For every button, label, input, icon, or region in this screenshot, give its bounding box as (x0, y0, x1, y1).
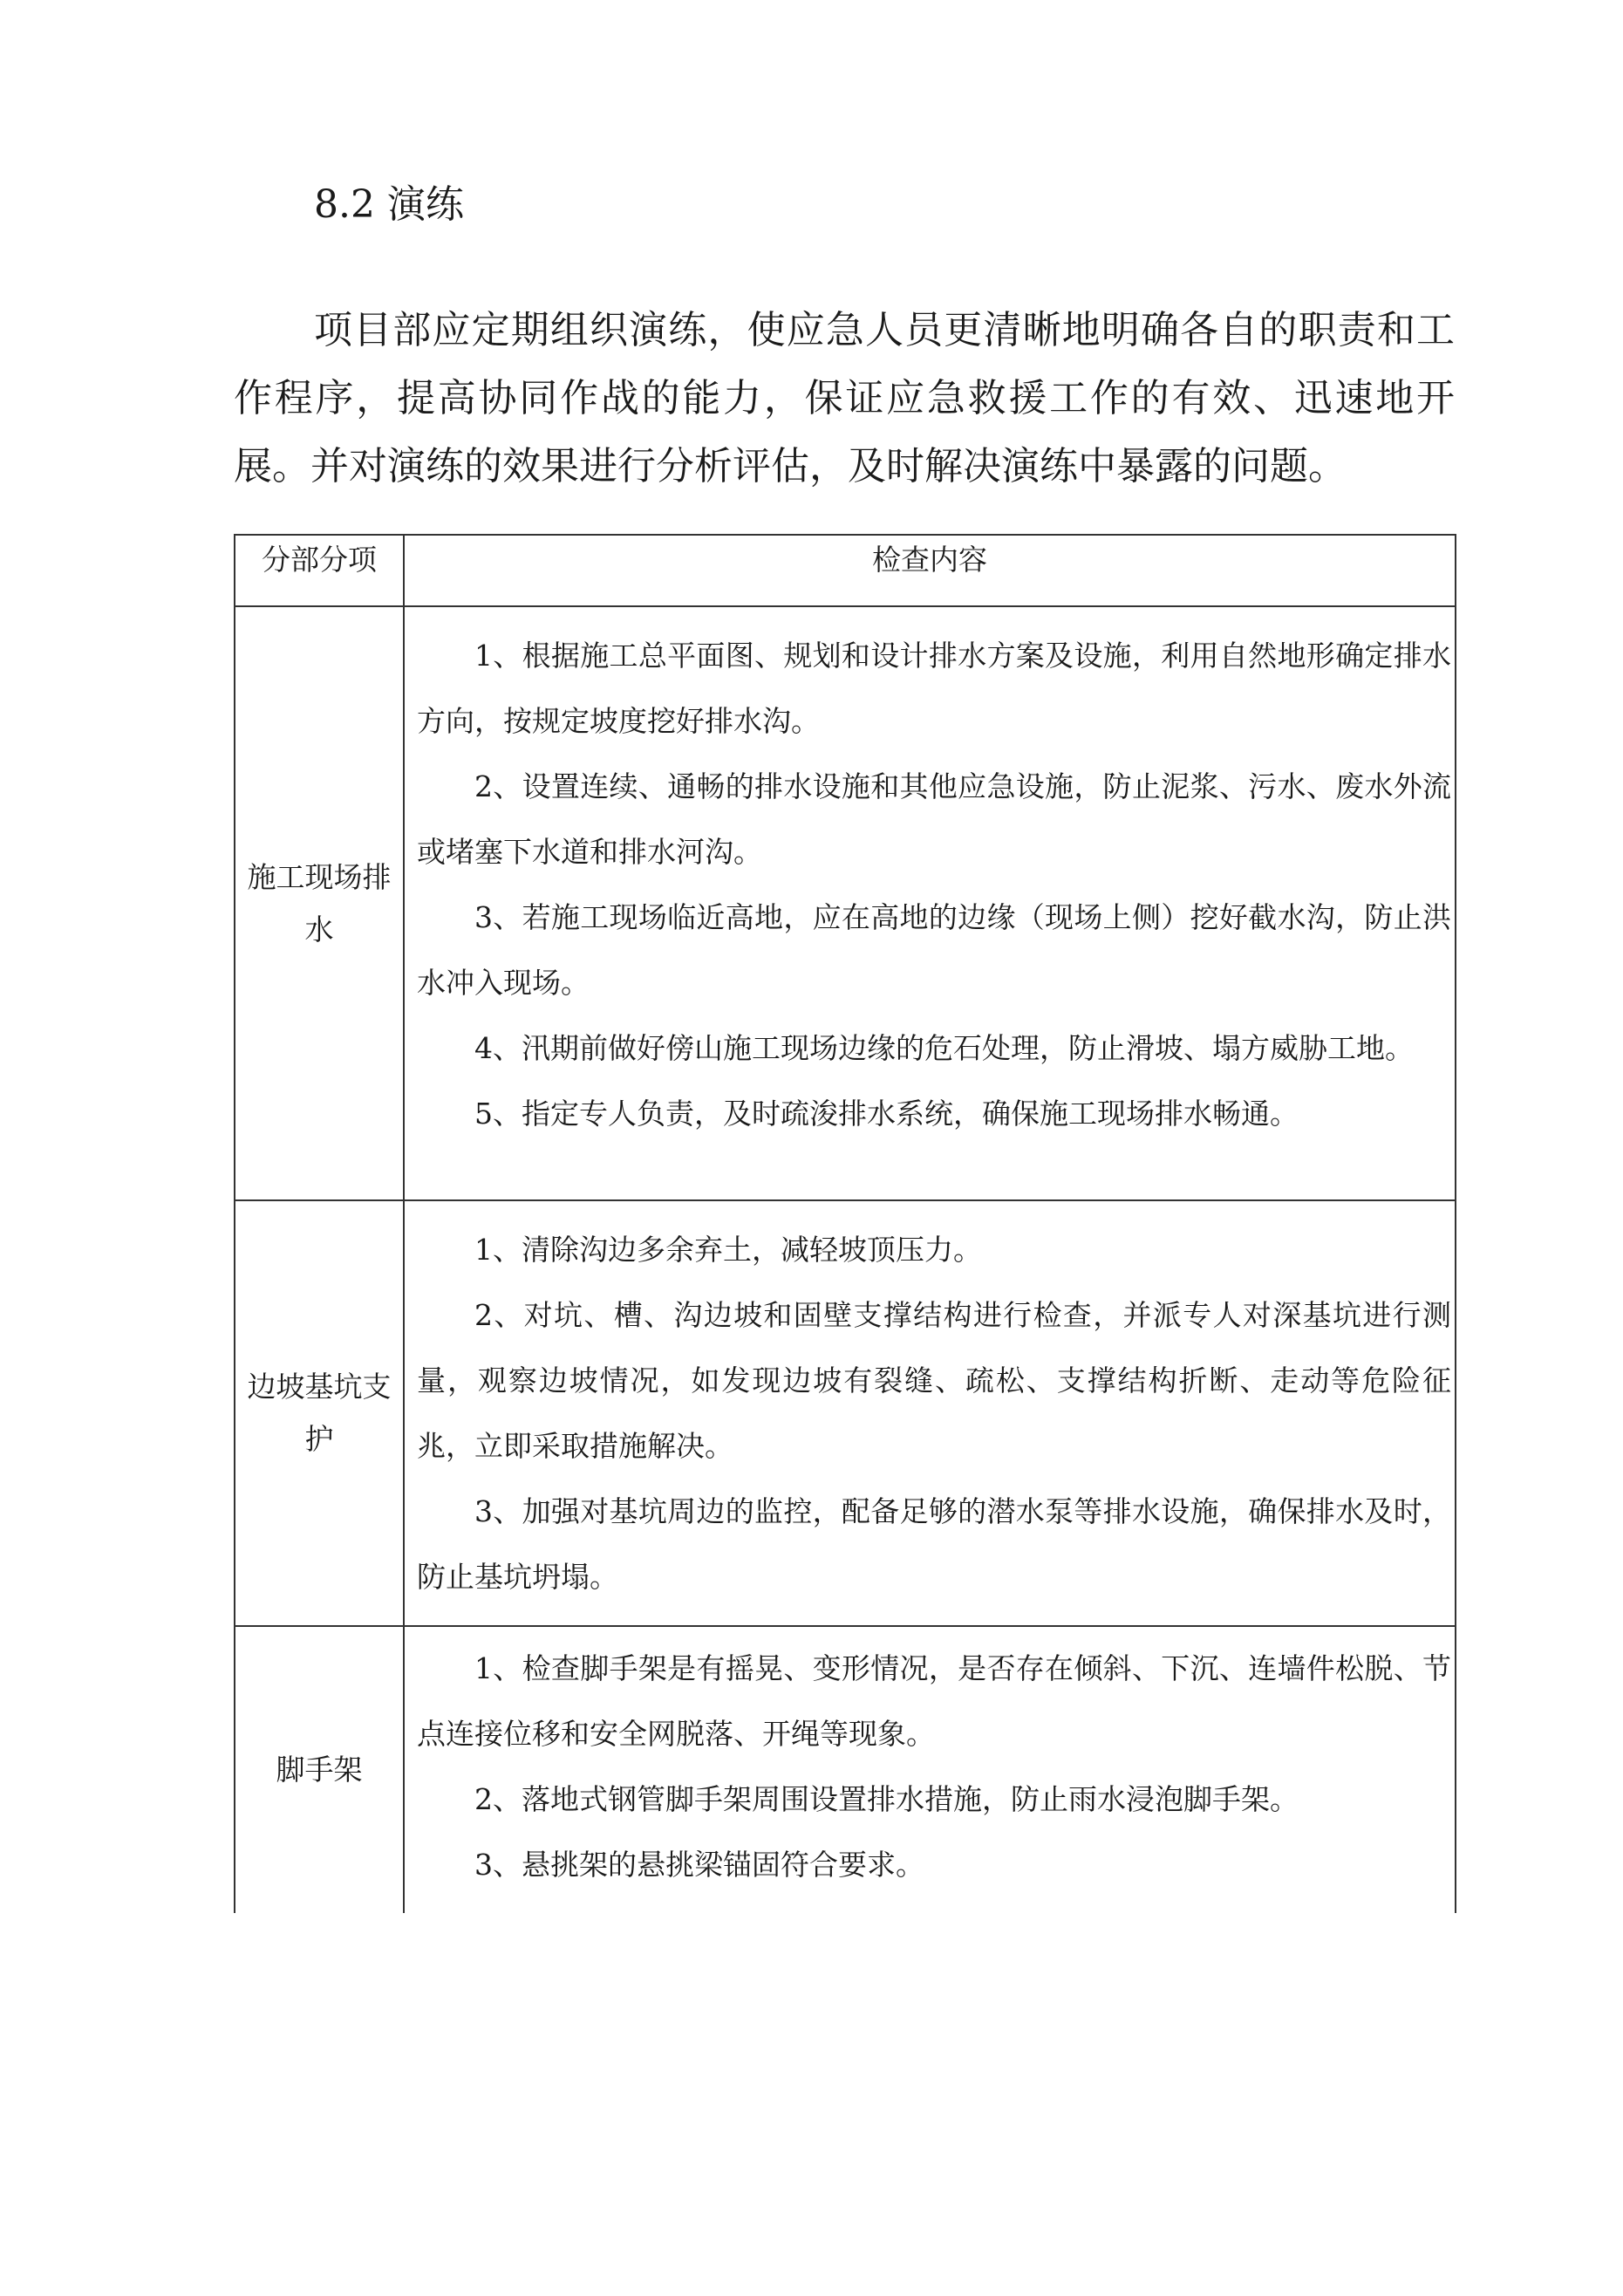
table-row (235, 606, 1456, 1200)
table-row (235, 1200, 1456, 1626)
category-cell: 施工现场排水 (235, 606, 404, 1200)
intro-paragraph: 项目部应定期组织演练，使应急人员更清晰地明确各自的职责和工作程序，提高协同作战的能力，保证应急救援工作的有效、迅速地开展。并对演练的效果进行分析评估，及时解决演练中暴露的问题。 (234, 308, 1455, 489)
header-content: 检查内容 (404, 535, 1456, 606)
check-item: 5、指定专人负责，及时疏浚排水系统，确保施工现场排水畅通。 (474, 1097, 1299, 1131)
header-category: 分部分项 (235, 535, 404, 606)
check-item: 1、检查脚手架是有摇晃、变形情况，是否存在倾斜、下沉、连墙件松脱、节点连接位移和安全网脱落、开绳等现象。 (417, 1651, 1451, 1751)
check-item: 2、设置连续、通畅的排水设施和其他应急设施，防止泥浆、污水、废水外流或堵塞下水道和排水河沟。 (417, 769, 1451, 869)
check-item: 3、悬挑架的悬挑梁锚固符合要求。 (474, 1848, 924, 1882)
category-cell: 边坡基坑支护 (235, 1200, 404, 1626)
check-item: 1、根据施工总平面图、规划和设计排水方案及设施，利用自然地形确定排水方向，按规定坡度挖好排水沟。 (417, 639, 1451, 738)
table-row (235, 1626, 1456, 1913)
section-heading: 8.2 演练 (314, 182, 464, 227)
table-header-row (235, 535, 1456, 606)
check-item: 1、清除沟边多余弃土，减轻坡顶压力。 (474, 1233, 982, 1267)
content-cell (404, 1200, 1456, 1626)
check-item: 3、若施工现场临近高地，应在高地的边缘（现场上侧）挖好截水沟，防止洪水冲入现场。 (417, 900, 1451, 1000)
content-cell (404, 1626, 1456, 1913)
check-item: 3、加强对基坑周边的监控，配备足够的潜水泵等排水设施，确保排水及时，防止基坑坍塌。 (417, 1494, 1451, 1594)
check-item: 4、汛期前做好傍山施工现场边缘的危石处理，防止滑坡、塌方威胁工地。 (474, 1031, 1414, 1065)
check-item: 2、对坑、槽、沟边坡和固壁支撑结构进行检查，并派专人对深基坑进行测量，观察边坡情况，如发现边坡有裂缝、疏松、支撑结构折断、走动等危险征兆，立即采取措施解决。 (417, 1298, 1451, 1463)
check-item: 2、落地式钢管脚手架周围设置排水措施，防止雨水浸泡脚手架。 (474, 1782, 1299, 1816)
category-cell: 脚手架 (235, 1626, 404, 1913)
inspection-table (234, 534, 1456, 1913)
content-cell (404, 606, 1456, 1200)
